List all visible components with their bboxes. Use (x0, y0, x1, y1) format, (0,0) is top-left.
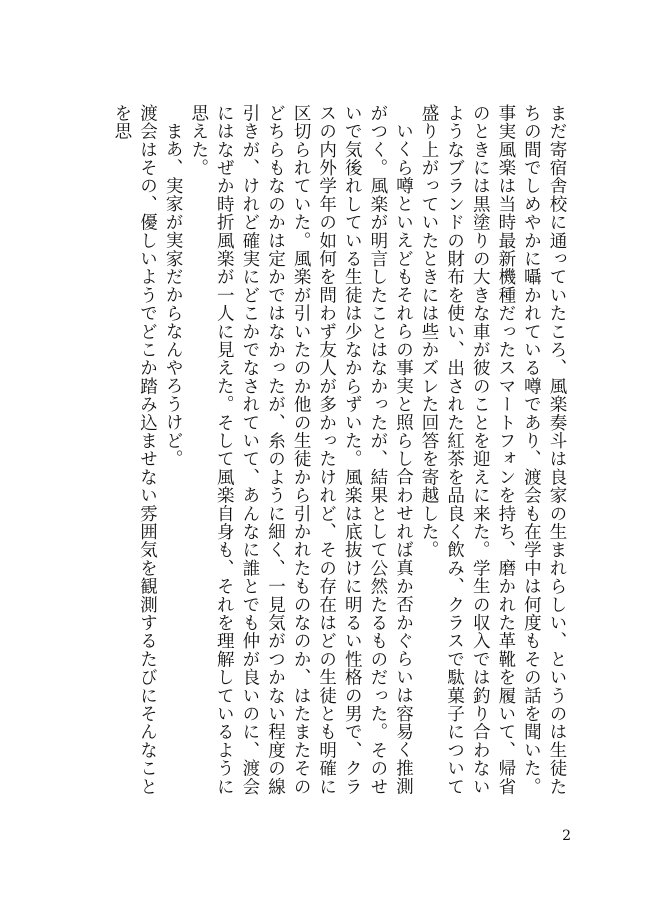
body-text (99, 104, 569, 808)
paragraph-2: いくら噂といえどもそれらの事実と照らし合わせれば真か否かぐらいは容易く推測がつく。風楽が明言したことはなかったが、結果として公然たるものだった。そのせいで気後れしている生徒は少なからずいた。風楽は底抜けに明るい性格の男で、クラスの内外学年の如何を問わず友人が多かったけれど、その存在はどの生徒とも明確に区切られていた。風楽が引いたのか他の生徒から引かれたものなのか、はたまたそのどちらもなのかは定かではなかったが、糸のように細く、一見気がつかない程度の線引きが、けれど確実にどこかでなされていて、あんなに誰とでも仲が良いのに、渡会にはなぜか時折風楽が一人に見えた。そして風楽自身も、それを理解しているように思えた。 (188, 104, 414, 796)
paragraph-3: まあ、実家が実家だからなんやろうけど。 (163, 121, 184, 468)
page-number: 2 (562, 828, 571, 844)
paragraph-4: 渡会はその、優しいようでどこか踏み込ませない雰囲気を観測するたびにそんなことを思 (111, 104, 158, 796)
paragraph-1: まだ寄宿舎校に通っていたころ、風楽奏斗は良家の生まれらしい、というのは生徒たちの間でしめやかに囁かれている噂であり、渡会も在学中は何度もその話を聞いた。事実風楽は当時最新機種だったスマートフォンを持ち、磨かれた革靴を履いて、帰省のときには黒塗りの大きな車が彼のことを迎えに来た。学生の収入では釣り合わないようなブランドの財布を使い、出された紅茶を品良く飲み、クラスで駄菓子について盛り上がっていたときには些かズレた回答を寄越した。 (419, 104, 567, 796)
